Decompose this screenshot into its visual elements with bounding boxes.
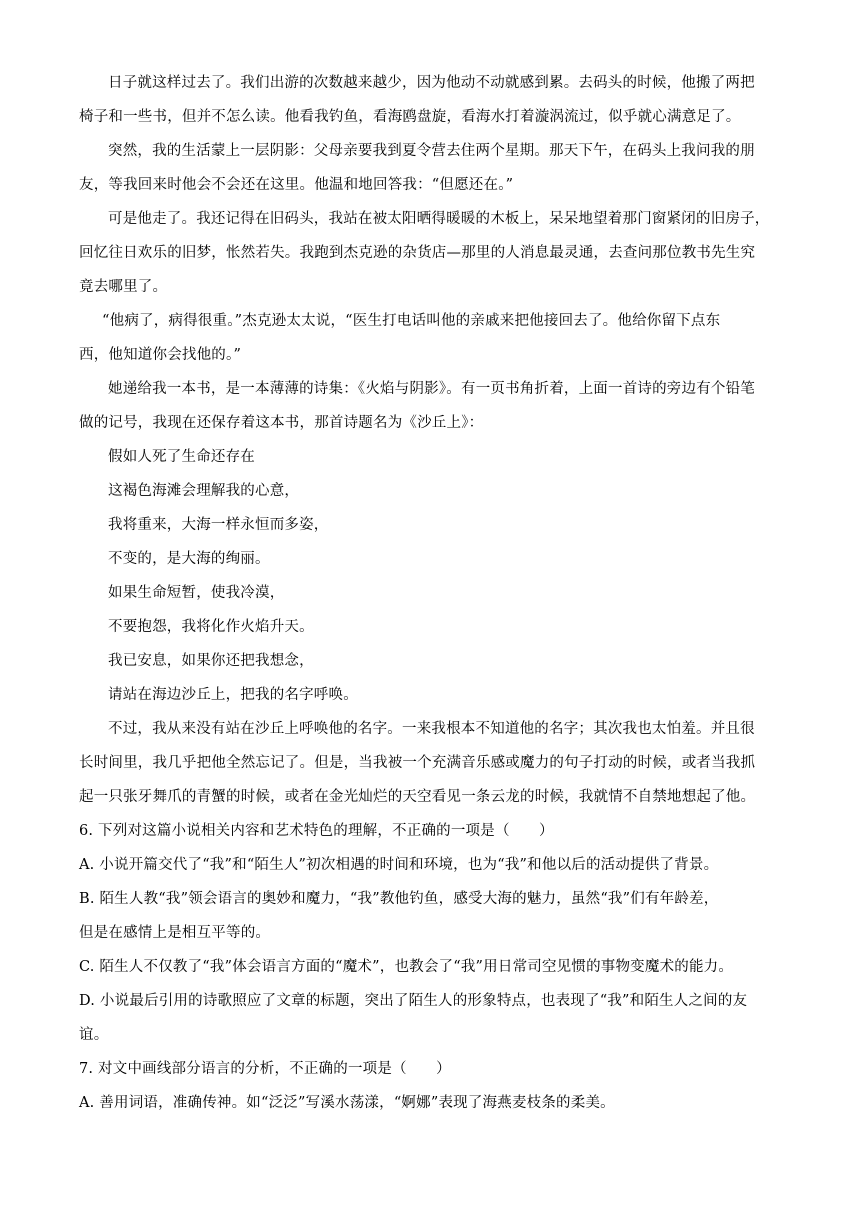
paragraph-line: “他病了，病得很重。”杰克逊太太说，“医生打电话叫他的亲戚来把他接回去了。他给你留下点东 bbox=[102, 313, 721, 329]
poem-line: 请站在海边沙丘上，把我的名字呼唤。 bbox=[108, 687, 358, 703]
poem-line: 我已安息，如果你还把我想念， bbox=[108, 653, 314, 669]
paragraph-line: 不过，我从来没有站在沙丘上呼唤他的名字。一来我根本不知道他的名字；其次我也太怕羞。并且很 bbox=[108, 721, 755, 737]
poem-line: 这褐色海滩会理解我的心意， bbox=[108, 483, 300, 499]
paragraph-line: 回忆往日欢乐的旧梦，怅然若失。我跑到杰克逊的杂货店—那里的人消息最灵通，去查问那位教书先生究 bbox=[79, 245, 756, 261]
paragraph-line: 椅子和一些书，但并不怎么读。他看我钓鱼，看海鸥盘旋，看海水打着漩涡流过，似乎就心满意足了。 bbox=[79, 109, 741, 125]
poem-line: 我将重来，大海一样永恒而多姿， bbox=[108, 517, 329, 533]
question-7-option-a: A. 善用词语，准确传神。如“泛泛”写溪水荡漾，“婀娜”表现了海燕麦枝条的柔美。 bbox=[79, 1095, 615, 1111]
paragraph-line: 友，等我回来时他会不会还在这里。他温和地回答我：“但愿还在。” bbox=[79, 177, 514, 193]
poem-line: 不变的，是大海的绚丽。 bbox=[108, 551, 270, 567]
question-6-option-b: B. 陌生人教“我”领会语言的奥妙和魔力，“我”教他钓鱼，感受大海的魅力，虽然“我”们有年龄差， bbox=[79, 891, 719, 907]
poem-line: 不要抱怨，我将化作火焰升天。 bbox=[108, 619, 314, 635]
question-6-option-a: A. 小说开篇交代了“我”和“陌生人”初次相遇的时间和环境，也为“我”和他以后的活动提供了背景。 bbox=[79, 857, 719, 873]
paragraph-line: 可是他走了。我还记得在旧码头，我站在被太阳晒得暖暖的木板上，呆呆地望着那门窗紧闭的旧房子， bbox=[108, 211, 770, 227]
poem-line: 如果生命短暂，使我冷漠， bbox=[108, 585, 285, 601]
paragraph-line: 做的记号，我现在还保存着这本书，那首诗题名为《沙丘上》： bbox=[79, 415, 484, 431]
question-7-stem: 7. 对文中画线部分语言的分析，不正确的一项是（ ） bbox=[79, 1061, 451, 1077]
paragraph-line: 竟去哪里了。 bbox=[79, 279, 168, 295]
paragraph-line: 突然，我的生活蒙上一层阴影：父母亲要我到夏令营去住两个星期。那天下午，在码头上我问我的朋 bbox=[108, 143, 755, 159]
paragraph-line: 西，他知道你会找他的。” bbox=[79, 347, 242, 363]
question-6-option-d-cont: 谊。 bbox=[79, 1027, 109, 1043]
poem-line: 假如人死了生命还存在 bbox=[108, 449, 255, 465]
paragraph-line: 她递给我一本书，是一本薄薄的诗集：《火焰与阴影》。有一页书角折着，上面一首诗的旁边有个铅笔 bbox=[108, 381, 755, 397]
question-6-option-d: D. 小说最后引用的诗歌照应了文章的标题，突出了陌生人的形象特点，也表现了“我”和陌生人之间的友 bbox=[79, 993, 748, 1009]
question-6-stem: 6. 下列对这篇小说相关内容和艺术特色的理解，不正确的一项是（ ） bbox=[79, 823, 554, 839]
question-6-option-c: C. 陌生人不仅教了“我”体会语言方面的“魔术”，也教会了“我”用日常司空见惯的事物变魔术的能力。 bbox=[79, 959, 734, 975]
question-6-option-b-cont: 但是在感情上是相互平等的。 bbox=[79, 925, 271, 941]
paragraph-line: 长时间里，我几乎把他全然忘记了。但是，当我被一个充满音乐感或魔力的句子打动的时候，或者当我抓 bbox=[79, 755, 756, 771]
paragraph-line: 日子就这样过去了。我们出游的次数越来越少，因为他动不动就感到累。去码头的时候，他搬了两把 bbox=[108, 75, 755, 91]
paragraph-line: 起一只张牙舞爪的青蟹的时候，或者在金光灿烂的天空看见一条云龙的时候，我就情不自禁地想起了他。 bbox=[79, 789, 756, 805]
